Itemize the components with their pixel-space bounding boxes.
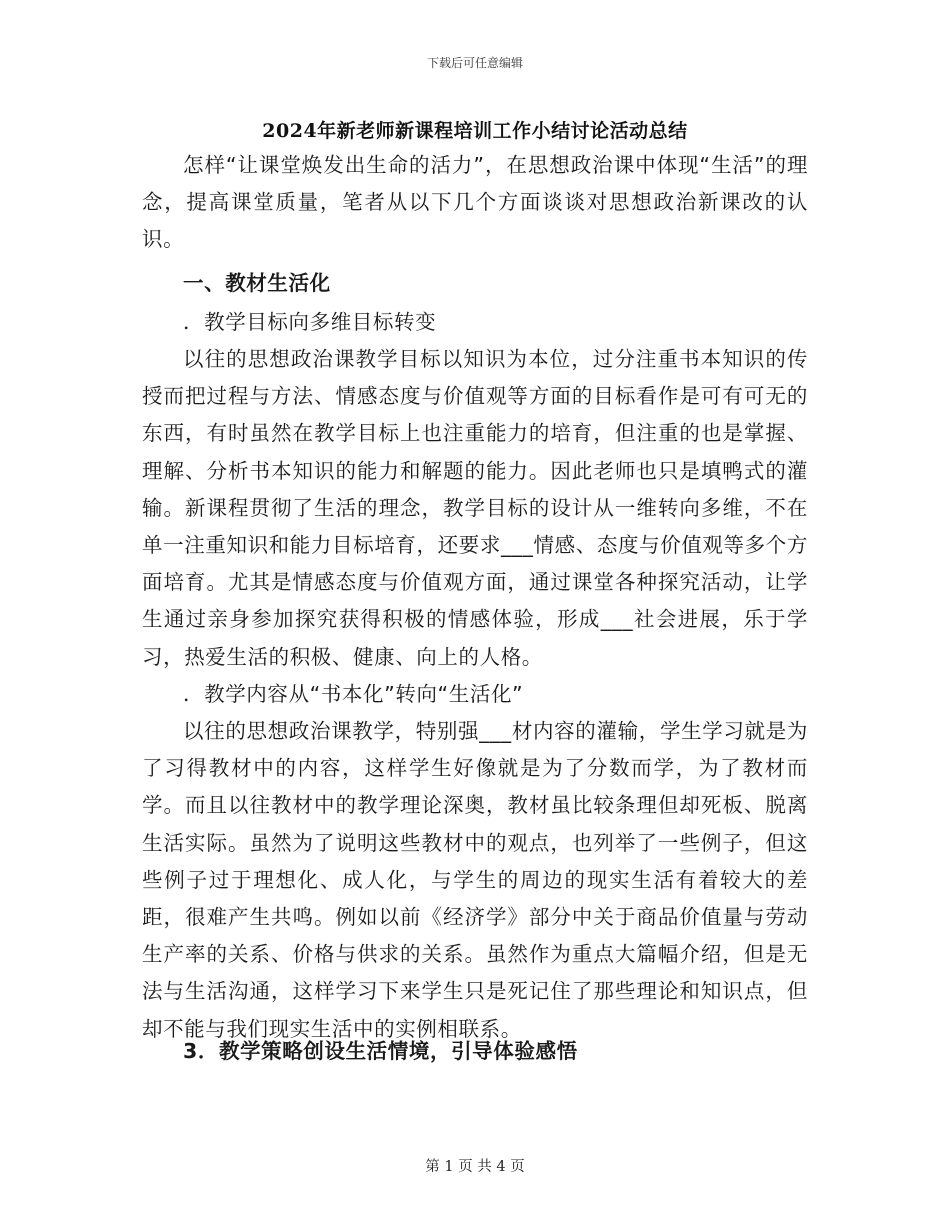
section-heading-3: 3．教学策略创设生活情境，引导体验感悟 <box>183 1039 578 1063</box>
section-heading-1: 一、教材生活化 <box>183 270 331 295</box>
subsection-paragraph-2: 以往的思想政治课教学，特别强___材内容的灌输，学生学习就是为了习得教材中的内容，这样学生好像就是为了分数而学，为了教材而学。而且以往教材中的教学理论深奥，教材虽比较条理但却死板、脱离生活实际。虽然为了说明这些教材中的观点，也列举了一些例子，但这些例子过于理想化、成人化，与学生的周边的现实生活有着较大的差距，很难产生共鸣。例如以前《经济学》部分中关于商品价值量与劳动生产率的关系、价格与供求的关系。虽然作为重点大篇幅介绍，但是无法与生活沟通，这样学习下来学生只是死记住了那些理论和知识点，但却不能与我们现实生活中的实例相联系。 <box>142 719 808 1041</box>
subsection-heading-1: ．教学目标向多维目标转变 <box>183 309 437 334</box>
document-body <box>142 147 808 1063</box>
page-footer-number: 第 1 页 共 4 页 <box>425 1159 525 1175</box>
subsection-paragraph-1: 以往的思想政治课教学目标以知识为本位，过分注重书本知识的传授而把过程与方法、情感态度与价值观等方面的目标看作是可有可无的东西，有时虽然在教学目标上也注重能力的培育，但注重的也是掌握、理解、分析书本知识的能力和解题的能力。因此老师也只是填鸭式的灌输。新课程贯彻了生活的理念，教学目标的设计从一维转向多维，不在单一注重知识和能力目标培育，还要求___情感、态度与价值观等多个方面培育。尤其是情感态度与价值观方面，通过课堂各种探究活动，让学生通过亲身参加探究获得积极的情感体验，形成___社会进展，乐于学习，热爱生活的积极、健康、向上的人格。 <box>142 347 808 669</box>
intro-paragraph: 怎样“让课堂焕发出生命的活力”，在思想政治课中体现“生活”的理念，提高课堂质量，笔者从以下几个方面谈谈对思想政治新课改的认识。 <box>142 153 808 252</box>
subsection-heading-2: ．教学内容从“书本化”转向“生活化” <box>183 681 524 706</box>
document-title: 2024年新老师新课程培训工作小结讨论活动总结 <box>262 120 688 142</box>
page-header-note: 下载后可任意编辑 <box>426 56 523 70</box>
